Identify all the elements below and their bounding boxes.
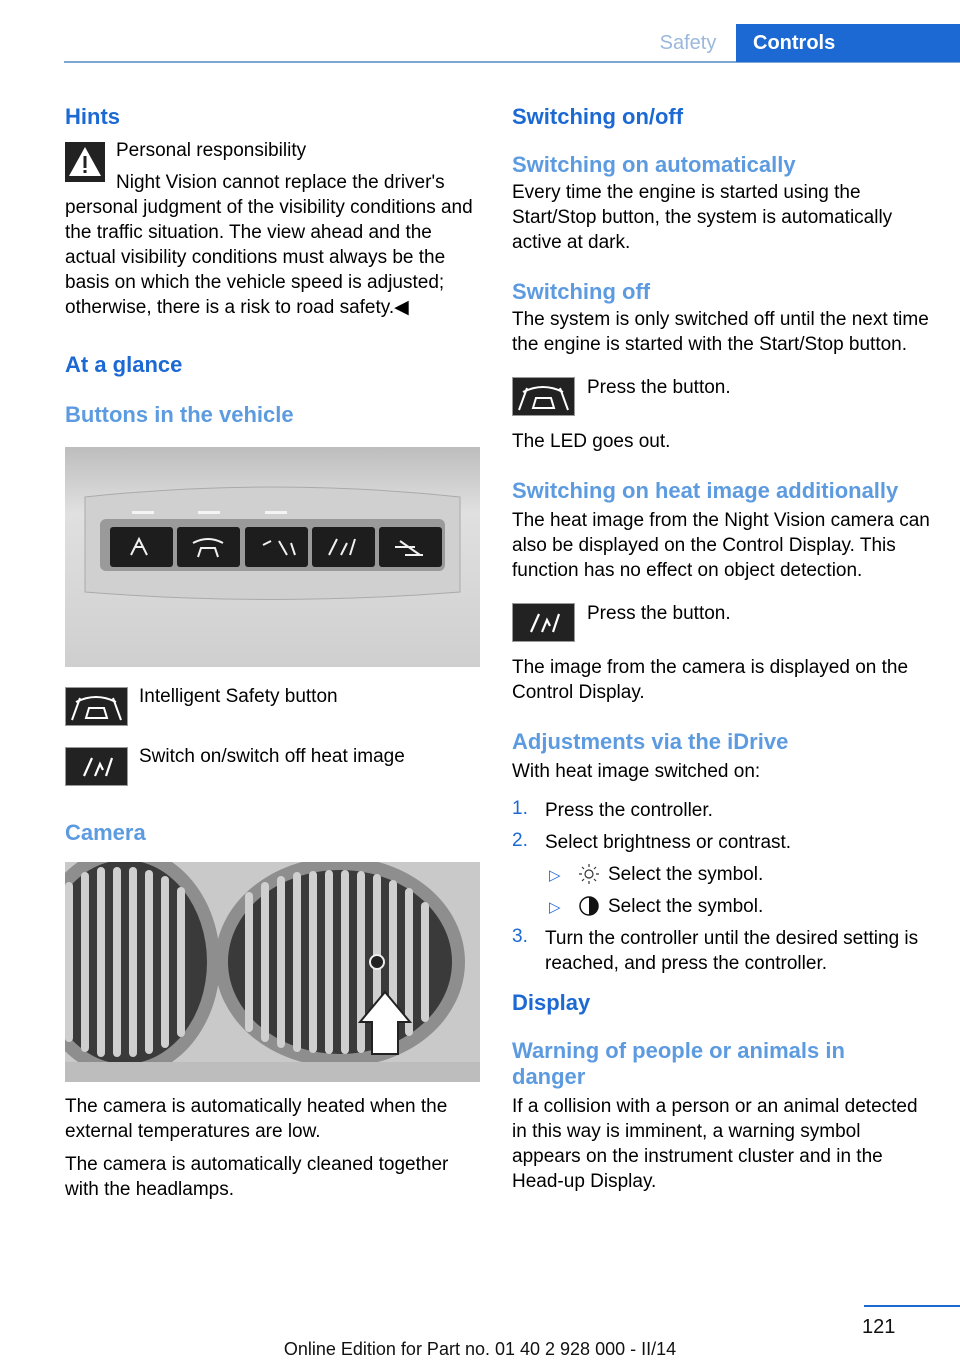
contrast-icon (578, 895, 600, 917)
heat-image-label: Switch on/switch off heat image (139, 746, 405, 767)
auto-heading: Switching on automatically (512, 152, 796, 177)
switching-heading: Switching on/off (512, 104, 684, 129)
heat-body: The heat image from the Night Vision camera can also be displayed on the Control Display. This function has no effect on object detection. (512, 510, 930, 581)
left-column (65, 100, 480, 1202)
press-button-text-2: Press the button. (587, 603, 731, 624)
step-1-text: Press the controller. (545, 800, 713, 821)
heat-image-row (65, 747, 480, 817)
sub-contrast-text: Select the symbol. (608, 896, 764, 917)
sub-brightness-text: Select the symbol. (608, 864, 764, 885)
warning-title: Personal responsibility (116, 140, 307, 161)
camera-heading: Camera (65, 820, 146, 845)
brightness-icon (578, 863, 600, 885)
bullet-triangle-icon: ▷ (549, 899, 561, 916)
auto-body: Every time the engine is started using the Start/Stop button, the system is automatically active at dark. (512, 182, 893, 253)
buttons-heading: Buttons in the vehicle (65, 402, 294, 427)
heat-heading: Switching on heat image additionally (512, 478, 899, 503)
intelligent-safety-row (65, 687, 480, 747)
step-3-number: 3. (512, 926, 528, 947)
warning-people-body: If a collision with a person or an animal detected in this way is imminent, a warning symbol appears on the instrument cluster and in the Head-up Display. (512, 1096, 918, 1192)
steps-list (512, 798, 932, 988)
at-a-glance-heading: At a glance (65, 352, 183, 377)
warning-first-line: Night Vision cannot replace the driver's (116, 172, 445, 193)
intelligent-safety-label: Intelligent Safety button (139, 686, 338, 707)
camera-illustration (65, 862, 480, 1082)
warning-heading: Warning of people or animals in danger (512, 1038, 845, 1089)
buttons-photo (65, 447, 480, 667)
tab-safety[interactable]: Safety (659, 32, 717, 54)
press-button-text-1: Press the button. (587, 377, 731, 398)
led-out-text: The LED goes out. (512, 431, 671, 452)
intelligent-safety-icon-2 (512, 377, 575, 416)
page-number: 121 (862, 1316, 896, 1338)
off-heading: Switching off (512, 279, 651, 304)
warning-body: personal judgment of the visibility conditions and the traffic situation. The view ahead and the actual visibility conditions must always be the basis on which the vehicle speed is adjusted; otherwise, there is a risk to road safety.◀ (65, 197, 473, 318)
adjust-intro: With heat image switched on: (512, 761, 761, 782)
bullet-triangle-icon: ▷ (549, 867, 561, 884)
step-3-text: Turn the controller until the desired setting is reached, and press the controller. (545, 928, 919, 974)
right-column (512, 100, 932, 1194)
warning-block (65, 138, 480, 198)
image-displayed-text: The image from the camera is displayed on the Control Display. (512, 657, 909, 703)
step-1-number: 1. (512, 798, 528, 819)
tab-controls[interactable]: Controls (736, 24, 960, 62)
heat-image-icon (65, 747, 128, 786)
adjust-heading: Adjustments via the iDrive (512, 729, 789, 754)
footer-rule (864, 1305, 960, 1307)
display-heading: Display (512, 990, 591, 1015)
step-2-number: 2. (512, 830, 528, 851)
buttons-illustration (65, 447, 480, 667)
hints-heading: Hints (65, 104, 120, 129)
step-2-text: Select brightness or contrast. (545, 832, 792, 853)
camera-heated-text: The camera is automatically heated when the external temperatures are low. (65, 1096, 448, 1142)
heat-image-icon-2 (512, 603, 575, 642)
camera-photo (65, 862, 480, 1082)
off-body: The system is only switched off until the next time the engine is started with the Start/Stop button. (512, 309, 929, 355)
press-row-2 (512, 595, 932, 647)
intelligent-safety-icon (65, 687, 128, 726)
edition-footer: Online Edition for Part no. 01 40 2 928 000 - II/14 (283, 1339, 677, 1359)
press-row-1 (512, 369, 932, 421)
warning-icon (65, 142, 105, 182)
camera-cleaned-text: The camera is automatically cleaned together with the headlamps. (65, 1154, 449, 1200)
